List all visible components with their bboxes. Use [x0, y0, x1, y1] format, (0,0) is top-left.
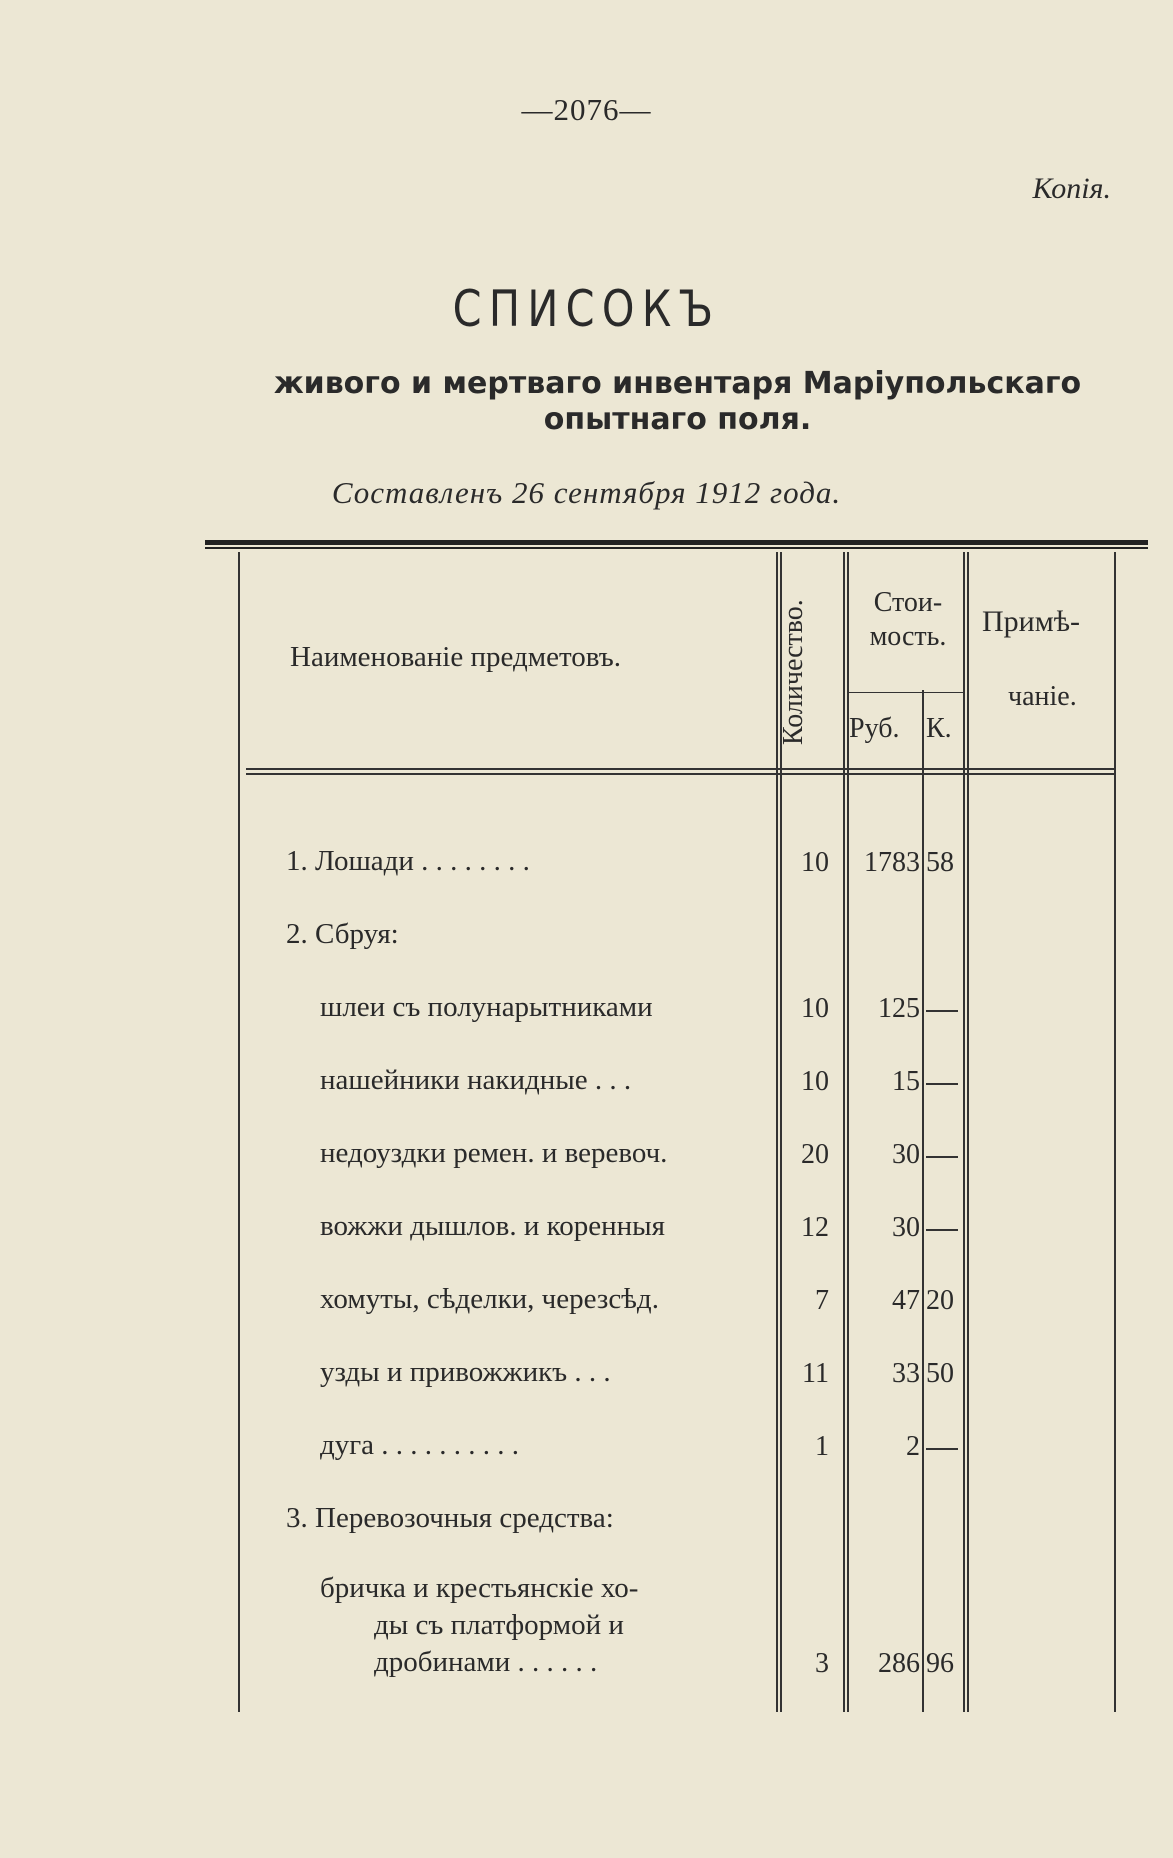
- row-qty: 7: [815, 1285, 829, 1316]
- row-kop-dash: [926, 1448, 958, 1450]
- row-label: узды и привожжикъ . . .: [320, 1356, 611, 1388]
- row-qty: 10: [801, 847, 829, 878]
- document-subtitle: живого и мертваго инвентаря Марiупольскаго опытнаго поля.: [273, 366, 1082, 437]
- row-label-line-2: ды съ платформой и: [374, 1609, 624, 1641]
- row-rub: 125: [878, 993, 920, 1024]
- cost-subheader-rule: [847, 692, 963, 693]
- row-label: недоуздки ремен. и веревоч.: [320, 1137, 668, 1169]
- row-label: хомуты, сѣделки, черезсѣд.: [320, 1283, 659, 1315]
- header-note-top: Примѣ-: [982, 605, 1080, 638]
- header-bottom-rule-double: [246, 773, 1114, 775]
- document-title: СПИСОКЪ: [452, 280, 721, 338]
- row-rub: 47: [892, 1285, 920, 1316]
- table-top-rule: [205, 540, 1148, 545]
- header-rub: Руб.: [849, 713, 900, 744]
- row-rub: 286: [878, 1648, 920, 1679]
- row-kop: 58: [926, 847, 954, 878]
- header-cost: Стои-мость.: [869, 587, 947, 652]
- row-qty: 10: [801, 1066, 829, 1097]
- row-rub: 1783: [864, 847, 920, 878]
- col-divider-note: [963, 552, 965, 1712]
- row-qty: 1: [815, 1431, 829, 1462]
- row-qty: 11: [802, 1358, 829, 1389]
- row-qty: 12: [801, 1212, 829, 1243]
- row-label: 2. Сбруя:: [286, 918, 399, 950]
- row-label: 3. Перевозочныя средства:: [286, 1502, 614, 1534]
- row-kop: 96: [926, 1648, 954, 1679]
- header-note-bottom: чанiе.: [1008, 681, 1077, 712]
- row-rub: 33: [892, 1358, 920, 1389]
- row-kop-dash: [926, 1010, 958, 1012]
- row-label: вожжи дышлов. и коренныя: [320, 1210, 665, 1242]
- header-name: Наименованiе предметовъ.: [290, 641, 621, 673]
- row-rub: 15: [892, 1066, 920, 1097]
- page-number: —2076—: [521, 92, 652, 127]
- row-kop-dash: [926, 1156, 958, 1158]
- col-divider-note-double: [967, 552, 969, 1712]
- row-label-line-3: дробинами . . . . . .: [374, 1646, 598, 1678]
- row-rub: 30: [892, 1212, 920, 1243]
- row-kop-dash: [926, 1083, 958, 1085]
- header-kop: К.: [926, 713, 952, 744]
- table-top-rule-thin: [205, 547, 1148, 549]
- row-qty: 3: [815, 1648, 829, 1679]
- row-label-line-1: бричка и крестьянскiе хо-: [320, 1572, 639, 1604]
- table-right-border: [1114, 552, 1116, 1712]
- row-rub: 2: [906, 1431, 920, 1462]
- row-label: дуга . . . . . . . . . .: [320, 1429, 520, 1461]
- row-kop-dash: [926, 1229, 958, 1231]
- row-kop: 50: [926, 1358, 954, 1389]
- row-label: 1. Лошади . . . . . . . .: [286, 845, 530, 877]
- row-rub: 30: [892, 1139, 920, 1170]
- row-kop: 20: [926, 1285, 954, 1316]
- header-bottom-rule: [246, 768, 1114, 770]
- compiled-date: Составленъ 26 сентября 1912 года.: [331, 475, 842, 510]
- table-left-border: [238, 552, 240, 1712]
- row-qty: 20: [801, 1139, 829, 1170]
- header-quantity: Количество.: [778, 599, 809, 745]
- copy-mark: Копiя.: [1032, 172, 1111, 205]
- col-divider-rub: [843, 552, 845, 1712]
- col-divider-kop: [922, 690, 924, 1712]
- row-qty: 10: [801, 993, 829, 1024]
- row-label: шлеи съ полунарытниками: [320, 991, 653, 1023]
- row-label: нашейники накидные . . .: [320, 1064, 632, 1096]
